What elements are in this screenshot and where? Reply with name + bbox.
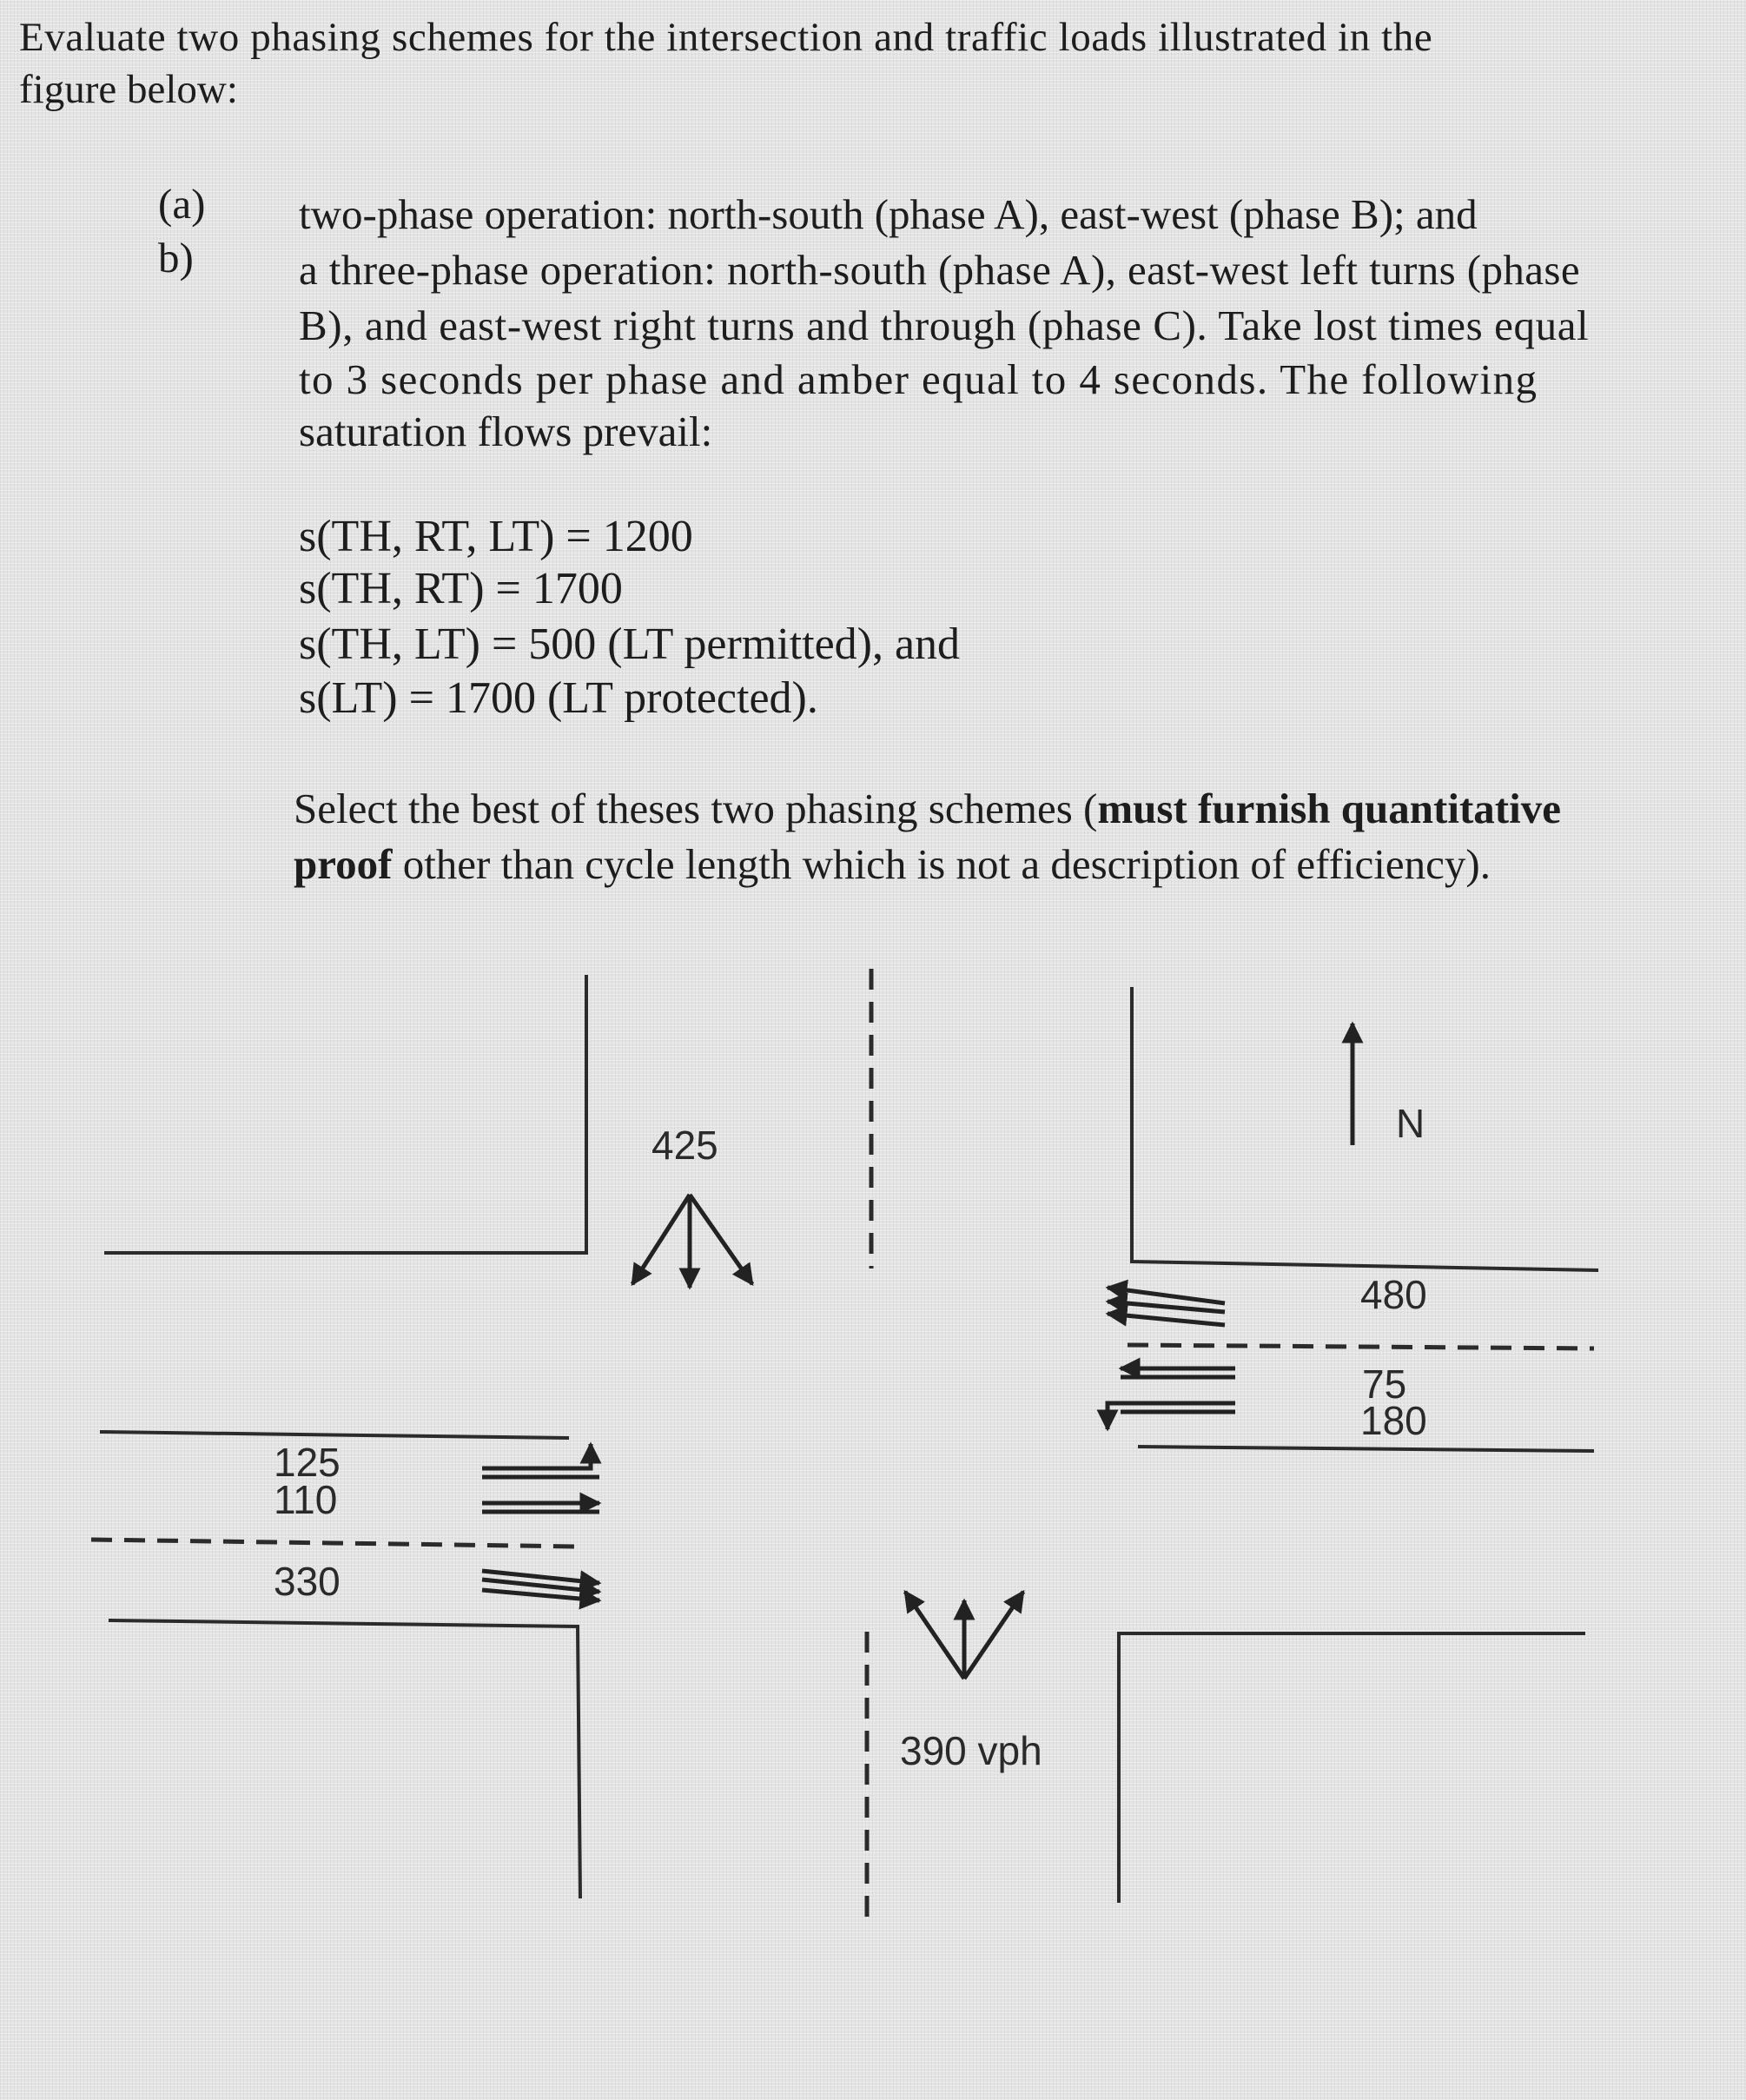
westbound-through-volume: 75 bbox=[1362, 1361, 1407, 1407]
eastbound-right-volume: 330 bbox=[274, 1559, 341, 1604]
intro-line-1: Evaluate two phasing schemes for the intersection and traffic loads illustrated in the bbox=[19, 15, 1433, 60]
westbound-left-volume: 480 bbox=[1360, 1272, 1427, 1317]
northbound-movement-arrows bbox=[905, 1592, 1023, 1679]
scheme-b-line-3: to 3 seconds per phase and amber equal to 4 seconds. The following bbox=[299, 355, 1538, 403]
scheme-b-line-1: a three-phase operation: north-south (phase A), east-west left turns (phase bbox=[299, 246, 1581, 294]
centerline-west bbox=[91, 1540, 578, 1547]
eastbound-movement-arrows bbox=[482, 1444, 599, 1600]
westbound-right-volume: 180 bbox=[1360, 1398, 1427, 1443]
scheme-b-line-4: saturation flows prevail: bbox=[299, 407, 713, 455]
curb-nw bbox=[104, 975, 586, 1253]
eastbound-left-volume: 125 bbox=[274, 1440, 341, 1485]
centerline-east bbox=[1128, 1345, 1594, 1348]
west-approach-edge bbox=[100, 1432, 569, 1438]
southbound-movement-arrows bbox=[632, 1195, 752, 1288]
southbound-volume-label: 425 bbox=[651, 1123, 718, 1168]
sat-flow-th-lt: s(TH, LT) = 500 (LT permitted), and bbox=[299, 619, 961, 669]
item-label-b: b) bbox=[158, 234, 194, 282]
northbound-volume-label: 390 vph bbox=[900, 1728, 1042, 1773]
eastbound-through-volume: 110 bbox=[274, 1477, 338, 1522]
scheme-a-text: two-phase operation: north-south (phase A), east-west (phase B); and bbox=[299, 190, 1478, 238]
curb-sw bbox=[109, 1620, 580, 1898]
sat-flow-th-rt: s(TH, RT) = 1700 bbox=[299, 564, 623, 613]
east-approach-edge bbox=[1138, 1447, 1594, 1451]
intro-line-2: figure below: bbox=[19, 67, 238, 112]
select-line-2-bold: proof bbox=[294, 840, 393, 888]
scheme-b-line-2: B), and east-west right turns and through (phase C). Take lost times equal bbox=[299, 301, 1590, 349]
sat-flow-th-rt-lt: s(TH, RT, LT) = 1200 bbox=[299, 512, 693, 561]
curb-ne bbox=[1132, 987, 1598, 1270]
select-line-1-bold: must furnish quantitative bbox=[1097, 785, 1561, 832]
select-line-1-normal: Select the best of theses two phasing schemes ( bbox=[294, 785, 1098, 832]
north-label: N bbox=[1396, 1101, 1425, 1146]
sat-flow-lt: s(LT) = 1700 (LT protected). bbox=[299, 673, 818, 723]
curb-se bbox=[1119, 1633, 1585, 1903]
select-line-2-normal: other than cycle length which is not a description of efficiency). bbox=[392, 840, 1491, 888]
westbound-movement-arrows bbox=[1108, 1288, 1235, 1429]
item-label-a: (a) bbox=[158, 180, 206, 228]
